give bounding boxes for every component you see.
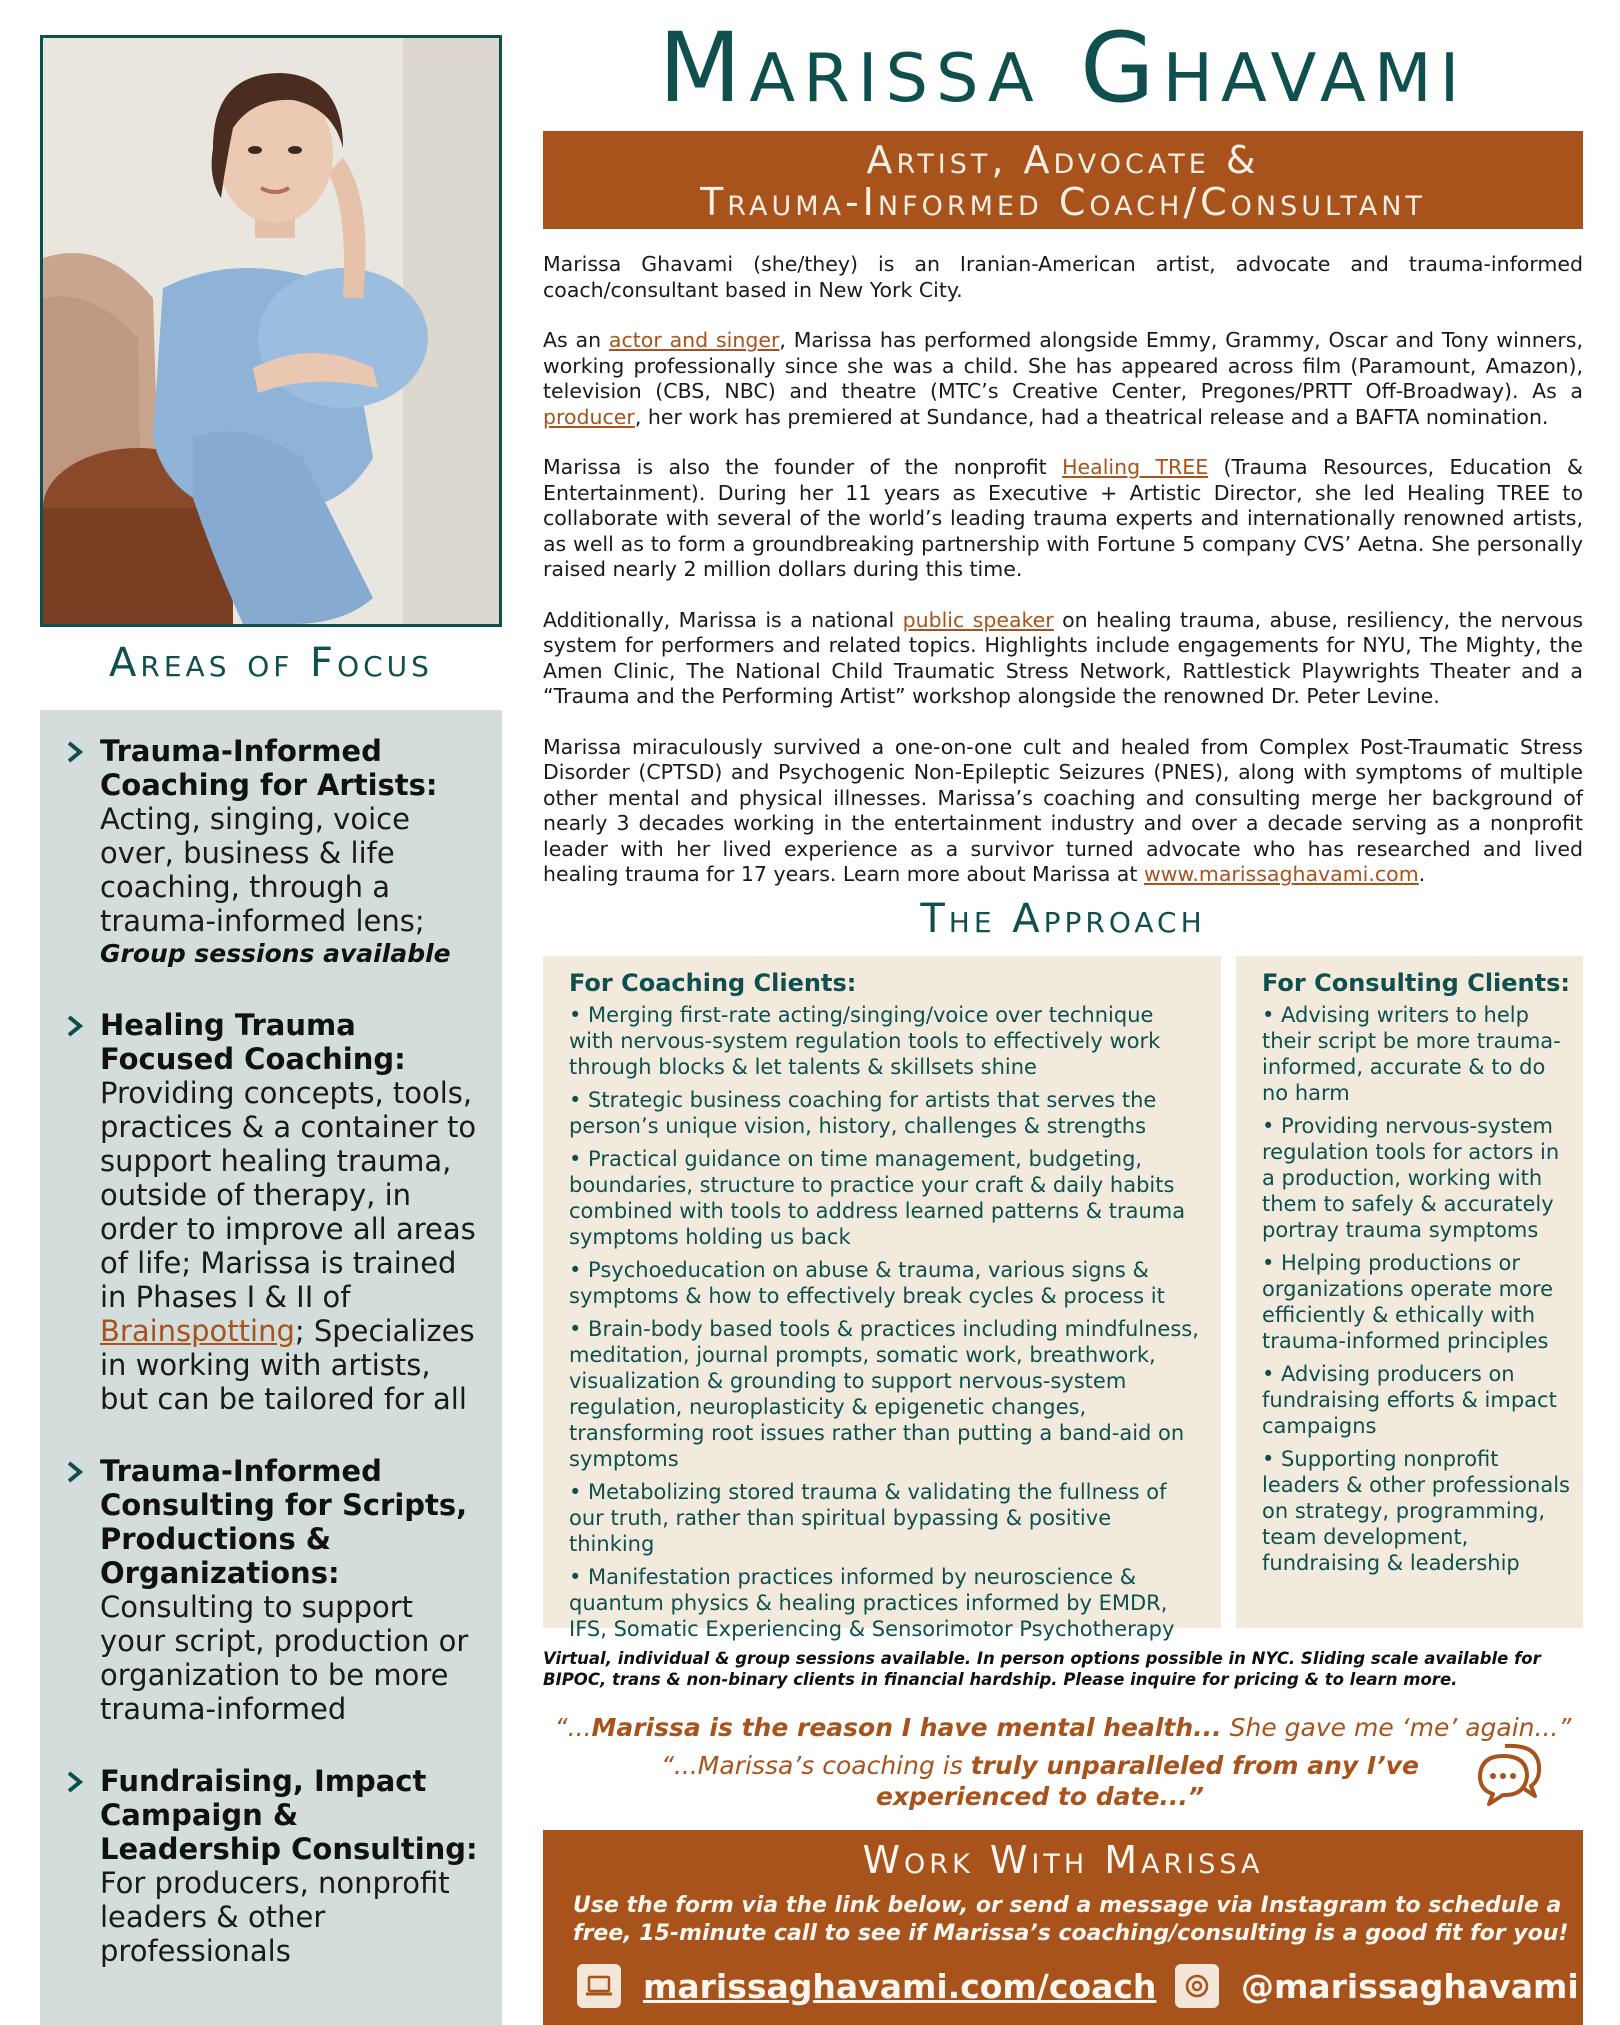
chat-bubbles-icon [1475, 1740, 1545, 1806]
work-with-panel [543, 1830, 1583, 2025]
chevron-right-icon [66, 1008, 100, 1416]
coaching-bullet: • Brain-body based tools & practices including mindfulness, meditation, journal prompts, somatic work, breathwork, visualization & grounding to support nervous-system regulation, neuroplasticity & epigenetic changes, transforming root issues rather than putting a band-aid on symptoms [569, 1317, 1199, 1471]
coaching-clients-box [543, 956, 1221, 1641]
focus-note: Group sessions available [100, 939, 451, 968]
coaching-bullet: • Psychoeducation on abuse & trauma, various signs & symptoms & how to effectively break cycles & process it [569, 1258, 1165, 1308]
laptop-icon [577, 1964, 621, 2008]
work-with-heading: Work With Marissa [862, 1838, 1264, 1882]
profile-photo [40, 35, 502, 627]
instagram-handle-link[interactable] [1175, 1964, 1579, 2008]
healing-tree-link[interactable]: Healing TREE [1062, 455, 1209, 479]
bio-paragraph: Marissa is also the founder of the nonprofit Healing TREE (Trauma Resources, Education & Entertainment). During her 11 years as Executive + Artistic Director, she led Healing TREE to collaborate with several of the world’s leading trauma experts and internationally renowned artists, as well as to form a groundbreaking partnership with Fortune 5 company CVS’ Aetna. She personally raised nearly 2 million dollars during this time. [543, 455, 1583, 581]
instagram-handle-text[interactable]: @marissaghavami [1241, 1966, 1579, 2006]
producer-link[interactable]: producer [543, 404, 635, 429]
subtitle-line-1: Artist, Advocate & [866, 138, 1260, 182]
coaching-bullet: • Practical guidance on time management, budgeting, boundaries, structure to practice your craft & daily habits combined with tools to address learned patterns & trauma symptoms holding us back [569, 1147, 1186, 1249]
consulting-clients-box [1236, 956, 1583, 1628]
testimonial-quote: “...Marissa is the reason I have mental health... She gave me ‘me’ again...” [554, 1713, 1572, 1742]
chevron-right-icon [66, 1454, 100, 1726]
focus-description: Acting, singing, voice over, business & life coaching, through a trauma-informed lens; [100, 802, 425, 938]
coach-website-link[interactable] [577, 1964, 1156, 2008]
chevron-right-icon [66, 1764, 100, 1968]
subtitle-line-2: Trauma-Informed Coach/Consultant [700, 180, 1426, 224]
page-title-name: Marissa Ghavami [658, 12, 1468, 124]
bio-paragraph: Marissa miraculously survived a one-on-one cult and healed from Complex Post-Traumatic Stress Disorder (CPTSD) and Psychogenic Non-Epileptic Seizures (PNES), along with symptoms of multiple other mental and physical illnesses. Marissa’s coaching and consulting merge her background of nearly 3 decades working in the entertainment industry and over a decade serving as a nonprofit leader with her lived experience as a survivor turned advocate who has researched and lived healing trauma for 17 years. Learn more about Marissa at www.marissaghavami.com. [543, 734, 1583, 886]
consulting-bullet: • Providing nervous-system regulation tools for actors in a production, working with them to safely & accurately portray trauma symptoms [1262, 1114, 1560, 1242]
focus-item [66, 1454, 478, 1726]
bio-paragraph: Marissa Ghavami (she/they) is an Iranian-American artist, advocate and trauma-informed coach/consultant based in New York City. [543, 252, 1583, 302]
coach-website-text[interactable]: marissaghavami.com/coach [643, 1966, 1157, 2006]
public-speaker-link[interactable]: public speaker [902, 607, 1054, 632]
actor-singer-link[interactable]: actor and singer [608, 328, 780, 352]
consulting-bullet: • Helping productions or organizations operate more efficiently & ethically with trauma-informed principles [1262, 1251, 1554, 1353]
portrait-illustration [43, 38, 499, 624]
consulting-bullet: • Advising producers on fundraising efforts & impact campaigns [1262, 1362, 1557, 1438]
focus-description: Providing concepts, tools, practices & a container to support healing trauma, outside of therapy, in order to improve all areas of life; Marissa is trained in Phases I & II of Brainspotting; Specializes in working with artists, but can be tailored for all [100, 1076, 477, 1416]
bio-paragraph: Additionally, Marissa is a national public speaker on healing trauma, abuse, resiliency, the nervous system for performers and related topics. Highlights include engagements for NYU, The Mighty, the Amen Clinic, The National Child Traumatic Stress Network, Rattlestick Playwrights Theater and a “Trauma and the Performing Artist” workshop alongside the renowned Dr. Peter Levine. [543, 607, 1583, 708]
consulting-bullet: • Supporting nonprofit leaders & other professionals on strategy, programming, team development, fundraising & leadership [1262, 1447, 1570, 1575]
consulting-bullet: • Advising writers to help their script be more trauma-informed, accurate & to do no harm [1262, 1003, 1561, 1105]
coaching-bullet: • Merging first-rate acting/singing/voice over technique with nervous-system regulation tools to effectively work through blocks & let talents & skillsets shine [569, 1003, 1161, 1079]
focus-title: Trauma-Informed Consulting for Scripts, Productions & Organizations: [100, 1454, 468, 1590]
focus-item [66, 734, 478, 970]
focus-title: Trauma-Informed Coaching for Artists: [100, 734, 438, 802]
threads-icon [1175, 1964, 1219, 2008]
focus-item [66, 1008, 478, 1416]
chevron-right-icon [66, 734, 100, 970]
coaching-bullet: • Strategic business coaching for artists that serves the person’s unique vision, history, challenges & strengths [569, 1088, 1157, 1138]
focus-title: Healing Trauma Focused Coaching: [100, 1008, 406, 1076]
work-with-description: Use the form via the link below, or send a message via Instagram to schedule a free, 15-minute call to see if Marissa’s coaching/consulting is a good fit for you! [573, 1893, 1569, 1946]
subtitle-banner [543, 131, 1583, 229]
focus-description: For producers, nonprofit leaders & other professionals [100, 1866, 450, 1968]
focus-description: Consulting to support your script, production or organization to be more trauma-informed [100, 1590, 469, 1726]
coaching-bullet: • Metabolizing stored trauma & validating the fullness of our truth, rather than spiritual bypassing & positive thinking [569, 1480, 1167, 1556]
brainspotting-link[interactable]: Brainspotting [100, 1314, 295, 1348]
areas-of-focus-heading: Areas of Focus [109, 640, 433, 686]
consulting-box-title: For Consulting Clients: [1262, 969, 1570, 997]
areas-of-focus-panel [40, 710, 502, 2025]
coaching-bullet: • Manifestation practices informed by neuroscience & quantum physics & healing practices informed by EMDR, IFS, Somatic Experiencing & Sensorimotor Psychotherapy [569, 1565, 1175, 1641]
bio-paragraph: As an actor and singer, Marissa has performed alongside Emmy, Grammy, Oscar and Tony winners, working professionally since she was a child. She has appeared across film (Paramount, Amazon), television (CBS, NBC) and theatre (MTC’s Creative Center, Pregones/PRTT Off-Broadway). As a producer, her work has premiered at Sundance, had a theatrical release and a BAFTA nomination. [543, 328, 1583, 429]
biography [543, 252, 1583, 913]
focus-item [66, 1764, 478, 1968]
approach-heading: The Approach [920, 896, 1206, 942]
focus-title: Fundraising, Impact Campaign & Leadership Consulting: [100, 1764, 478, 1866]
coaching-box-title: For Coaching Clients: [569, 969, 857, 997]
website-link[interactable]: www.marissaghavami.com [1143, 862, 1419, 886]
sessions-note: Virtual, individual & group sessions available. In person options possible in NYC. Sliding scale available for BIPOC, trans & non-binary clients in financial hardship. Please inquire for pricing & to learn more. [543, 1649, 1541, 1689]
testimonial-quote: “...Marissa’s coaching is truly unparalleled from any I’ve experienced to date...” [661, 1751, 1419, 1811]
